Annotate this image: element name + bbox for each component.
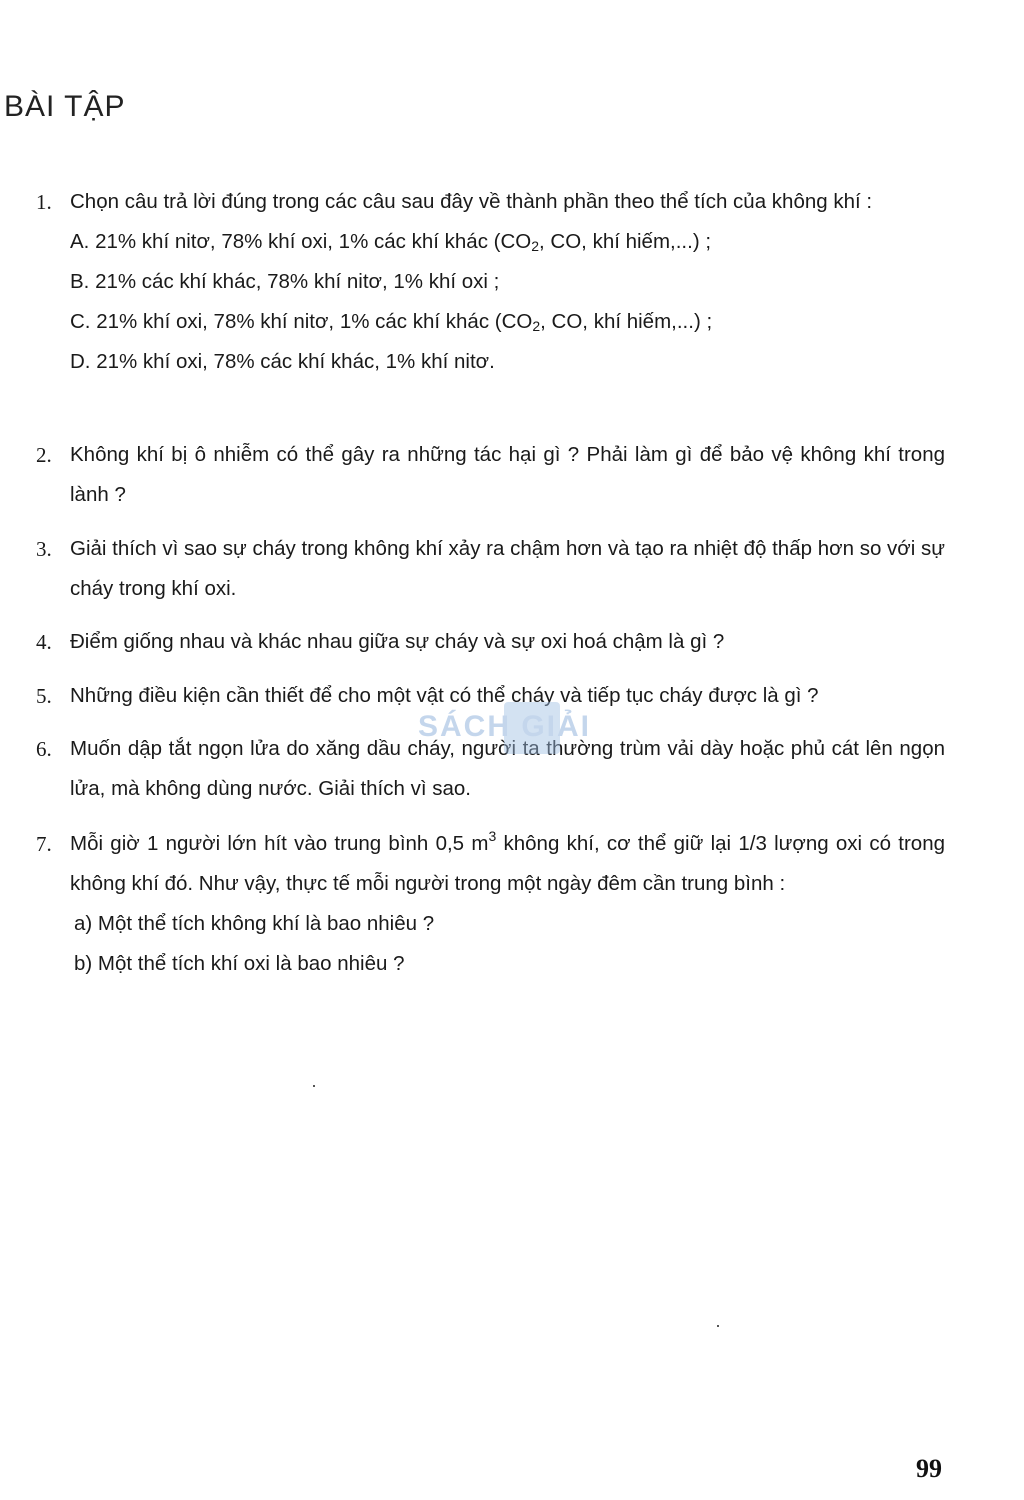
watermark-text: SÁCH GIẢI bbox=[418, 710, 592, 743]
section-heading: BÀI TẬP bbox=[4, 90, 126, 123]
page-number: 99 bbox=[916, 1454, 942, 1483]
question-text: Điểm giống nhau và khác nhau giữa sự cháy và sự oxi hoá chậm là gì ? bbox=[70, 630, 725, 653]
question-number: 6. bbox=[36, 737, 52, 761]
question-number: 2. bbox=[36, 443, 52, 467]
question-number: 5. bbox=[36, 684, 52, 708]
question-3 bbox=[36, 529, 945, 609]
question-1 bbox=[36, 182, 945, 382]
option-d: D. 21% khí oxi, 78% các khí khác, 1% khí nitơ. bbox=[70, 350, 495, 373]
question-2 bbox=[36, 435, 945, 515]
question-number: 1. bbox=[36, 190, 52, 214]
question-number: 4. bbox=[36, 630, 52, 654]
scan-speck bbox=[313, 1085, 315, 1087]
option-c: C. 21% khí oxi, 78% khí nitơ, 1% các khí khác ($CO_2$, CO, khí hiếm,...) ; bbox=[70, 310, 713, 334]
question-text: Không khí bị ô nhiễm có thể gây ra những tác hại gì ? Phải làm gì để bảo vệ không khí trong lành ? bbox=[70, 443, 945, 506]
question-text: Muốn dập tắt ngọn lửa do xăng dầu cháy, người ta thường trùm vải dày hoặc phủ cát lên ngọn lửa, mà không dùng nước. Giải thích vì sao. bbox=[70, 737, 945, 800]
scan-speck bbox=[717, 1325, 719, 1327]
question-text: Những điều kiện cần thiết để cho một vật có thể cháy và tiếp tục cháy được là gì ? bbox=[70, 684, 819, 707]
question-4 bbox=[36, 622, 945, 662]
question-text: Giải thích vì sao sự cháy trong không khí xảy ra chậm hơn và tạo ra nhiệt độ thấp hơn so với sự cháy trong khí oxi. bbox=[70, 537, 945, 600]
option-b: B. 21% các khí khác, 78% khí nitơ, 1% khí oxi ; bbox=[70, 270, 500, 293]
question-text: Chọn câu trả lời đúng trong các câu sau đây về thành phần theo thể tích của không khí : bbox=[70, 190, 873, 213]
question-6 bbox=[36, 729, 945, 809]
question-number: 3. bbox=[36, 537, 52, 561]
question-text: Mỗi giờ 1 người lớn hít vào trung bình 0,5 $m^3$ không khí, cơ thể giữ lại 1/3 lượng oxi có trong không khí đó. Như vậy, thực tế mỗi người trong một ngày đêm cần trung bình : bbox=[70, 828, 946, 895]
question-5 bbox=[36, 676, 945, 716]
question-number: 7. bbox=[36, 832, 52, 856]
sub-question-b: b) Một thể tích khí oxi là bao nhiêu ? bbox=[74, 952, 405, 975]
sub-question-a: a) Một thể tích không khí là bao nhiêu ? bbox=[74, 912, 435, 935]
question-7 bbox=[36, 824, 946, 984]
option-a: A. 21% khí nitơ, 78% khí oxi, 1% các khí khác ($CO_2$, CO, khí hiếm,...) ; bbox=[70, 230, 712, 254]
